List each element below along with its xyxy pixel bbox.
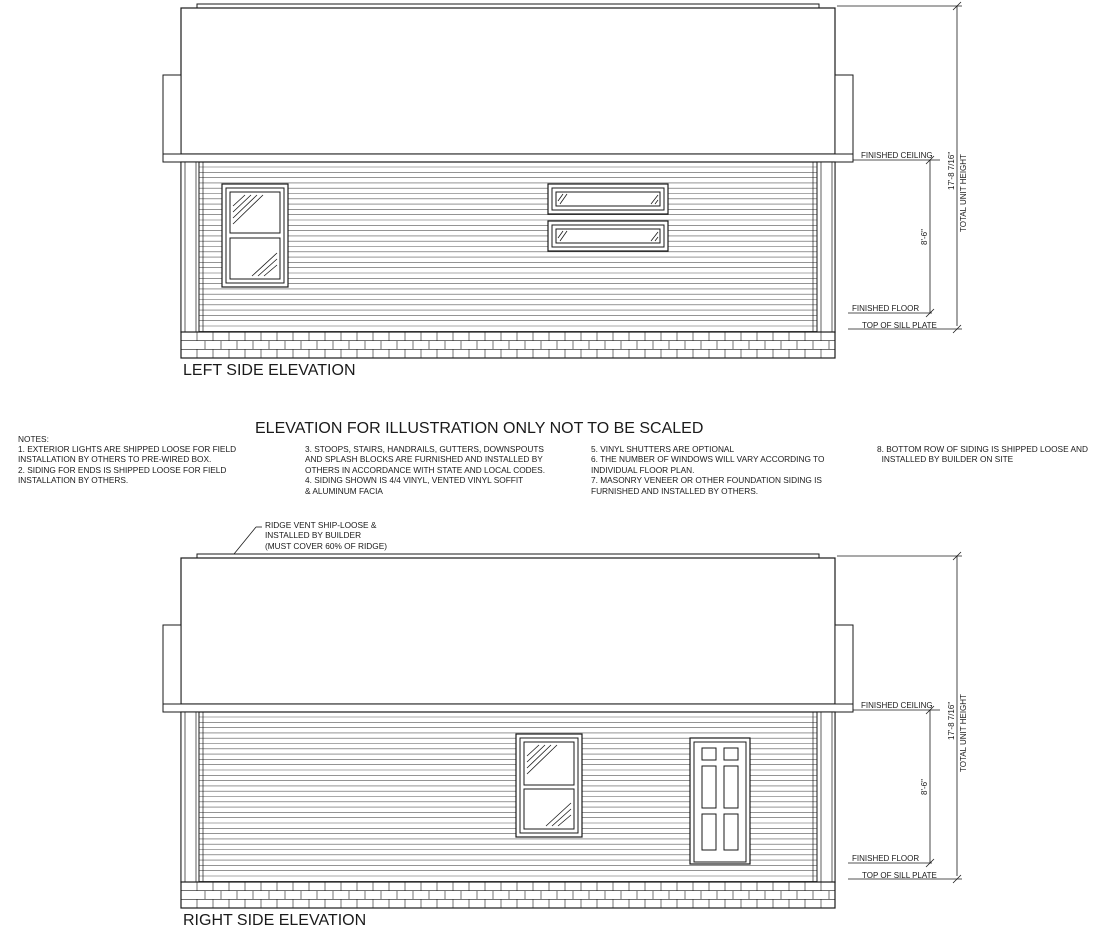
notes-column-3	[591, 444, 824, 496]
right-roof	[181, 558, 835, 704]
notes-column-2	[305, 444, 545, 496]
callout-line: (MUST COVER 60% OF RIDGE)	[265, 540, 388, 551]
left-dimension-lines	[837, 2, 962, 333]
right-six-panel-door	[690, 738, 750, 864]
right-dimension-lines	[837, 552, 962, 883]
left-double-hung-window	[222, 184, 288, 287]
left-finished-floor-label: FINISHED FLOOR	[852, 304, 920, 313]
right-gable-overhang-right	[835, 625, 853, 710]
right-foundation	[181, 882, 835, 908]
notes-heading-text: NOTES:	[18, 434, 49, 444]
ridge-vent-leader	[234, 527, 262, 554]
right-eave-fascia	[163, 704, 853, 712]
left-total-unit-height-label: TOTAL UNIT HEIGHT	[959, 154, 968, 232]
note-line: 6. THE NUMBER OF WINDOWS WILL VARY ACCORDING TO	[591, 454, 825, 465]
callout-line: RIDGE VENT SHIP-LOOSE &	[265, 520, 377, 530]
note-line: & ALUMINUM FACIA	[305, 485, 383, 496]
left-slider-window-lower	[548, 221, 668, 251]
note-line: INDIVIDUAL FLOOR PLAN.	[591, 464, 695, 475]
note-line: INSTALLED BY BUILDER ON SITE	[877, 454, 1014, 465]
note-line: FURNISHED AND INSTALLED BY OTHERS.	[591, 485, 759, 496]
right-wall-height-dimension: 8'-6"	[920, 779, 929, 795]
left-eave-fascia	[163, 154, 853, 162]
left-wall-height-dimension: 8'-6"	[920, 229, 929, 245]
note-line: 8. BOTTOM ROW OF SIDING IS SHIPPED LOOSE AND	[877, 444, 1088, 454]
note-line: OTHERS IN ACCORDANCE WITH STATE AND LOCAL CODES.	[305, 464, 546, 475]
scale-disclaimer-banner: ELEVATION FOR ILLUSTRATION ONLY NOT TO BE SCALED	[255, 420, 704, 437]
notes-column-4	[877, 444, 1088, 465]
right-double-hung-window	[516, 734, 582, 837]
note-line: INSTALLATION BY OTHERS.	[18, 475, 129, 486]
right-top-of-sill-plate-label: TOP OF SILL PLATE	[862, 871, 937, 880]
note-line: 5. VINYL SHUTTERS ARE OPTIONAL	[591, 444, 735, 454]
left-finished-ceiling-label: FINISHED CEILING	[861, 151, 933, 160]
right-total-height-dimension: 17'-8 7/16"	[947, 701, 956, 740]
left-gable-overhang-left	[163, 75, 181, 160]
left-total-height-dimension: 17'-8 7/16"	[947, 151, 956, 190]
right-gable-overhang-left	[163, 625, 181, 710]
note-line: INSTALLATION BY OTHERS TO PRE-WIRED BOX.	[18, 454, 212, 465]
left-roof	[181, 8, 835, 154]
note-line: 4. SIDING SHOWN IS 4/4 VINYL, VENTED VINYL SOFFIT	[305, 475, 524, 486]
note-line: 7. MASONRY VENEER OR OTHER FOUNDATION SIDING IS	[591, 475, 822, 486]
notes-heading	[18, 434, 49, 444]
left-slider-window-upper	[548, 184, 668, 214]
right-elevation	[163, 552, 968, 929]
right-finished-ceiling-label: FINISHED CEILING	[861, 701, 933, 710]
notes-column-1	[18, 444, 236, 486]
left-top-of-sill-plate-label: TOP OF SILL PLATE	[862, 321, 937, 330]
note-line: 2. SIDING FOR ENDS IS SHIPPED LOOSE FOR FIELD	[18, 464, 227, 475]
right-total-unit-height-label: TOTAL UNIT HEIGHT	[959, 694, 968, 772]
left-foundation	[181, 332, 835, 358]
callout-line: INSTALLED BY BUILDER	[265, 530, 362, 541]
note-line: 1. EXTERIOR LIGHTS ARE SHIPPED LOOSE FOR FIELD	[18, 444, 237, 454]
left-side-elevation-title: LEFT SIDE ELEVATION	[183, 362, 356, 379]
ridge-vent-callout	[265, 520, 387, 551]
note-line: 3. STOOPS, STAIRS, HANDRAILS, GUTTERS, DOWNSPOUTS	[305, 444, 544, 454]
right-finished-floor-label: FINISHED FLOOR	[852, 854, 920, 863]
left-gable-overhang-right	[835, 75, 853, 160]
note-line: AND SPLASH BLOCKS ARE FURNISHED AND INSTALLED BY	[305, 454, 543, 465]
left-elevation	[163, 2, 968, 379]
right-side-elevation-title: RIGHT SIDE ELEVATION	[183, 912, 367, 929]
